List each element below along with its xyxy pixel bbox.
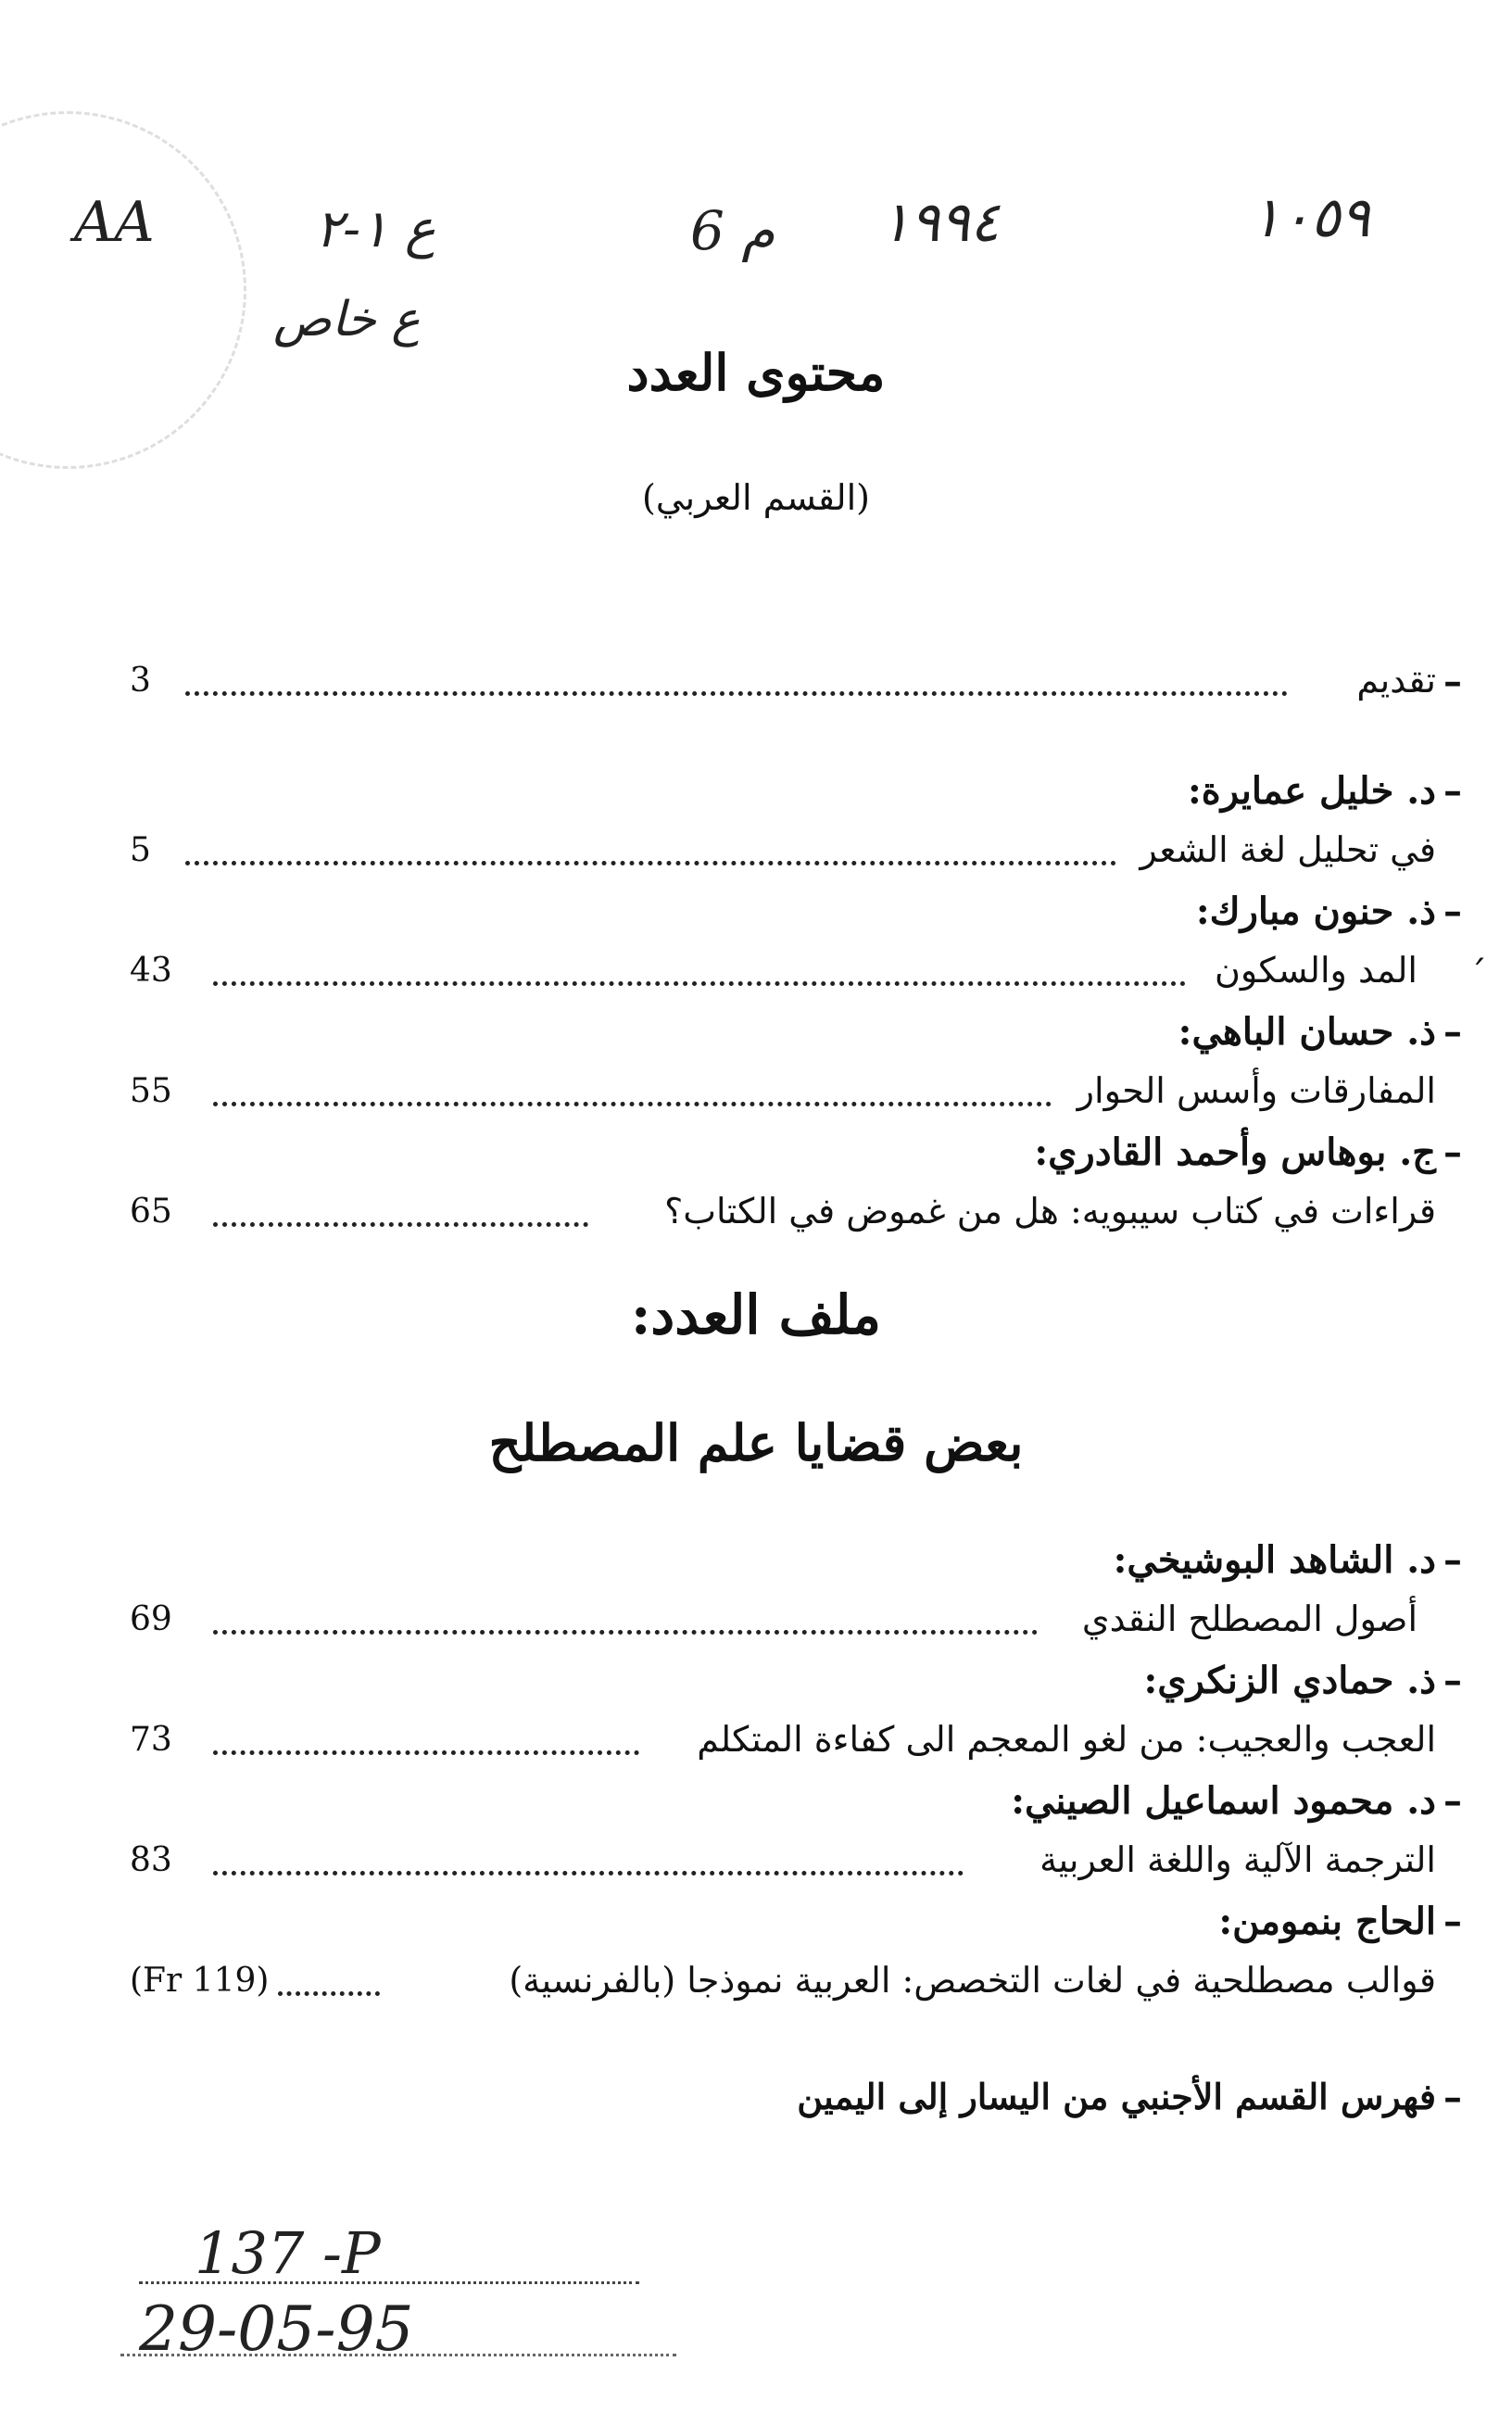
- toc-entry-intro: [130, 660, 1462, 715]
- dossier-heading: ملف العدد:: [631, 1283, 881, 1346]
- margin-mark: ˊ: [1468, 954, 1487, 997]
- toc-page: 83: [130, 1841, 172, 1879]
- toc-page: 43: [130, 952, 172, 990]
- toc-entry: [130, 1598, 1436, 1654]
- toc-title: في تحليل لغة الشعر: [1140, 829, 1436, 870]
- handwritten-year: ١٩٩٤: [880, 190, 1000, 255]
- library-stamp-top: [0, 111, 246, 469]
- author-name: ذ. حسان الباهي:: [1178, 1010, 1436, 1054]
- toc-title: قراءات في كتاب سيبويه: هل من غموض في الكتاب؟: [664, 1191, 1436, 1231]
- toc-entry: [130, 950, 1436, 1005]
- toc-author: [130, 1779, 1462, 1835]
- dot-leader: [213, 1750, 639, 1755]
- dot-leader: [278, 1991, 380, 1996]
- dot-leader: [213, 981, 1186, 986]
- toc-entry: [130, 1839, 1436, 1895]
- toc-page: 65: [130, 1193, 172, 1231]
- toc-author: [130, 1130, 1462, 1186]
- author-name: د. الشاهد البوشيخي:: [1113, 1538, 1436, 1582]
- handwritten-code-left: AA: [74, 190, 155, 255]
- toc-page: (Fr 119): [130, 1962, 270, 2000]
- handwritten-code-3: م 6: [690, 199, 775, 262]
- toc-title: العجب والعجيب: من لغو المعجم الى كفاءة المتكلم: [697, 1719, 1436, 1760]
- toc-entry: [130, 1070, 1436, 1126]
- list-dash: –: [1443, 1900, 1462, 1943]
- dot-leader: [213, 1871, 964, 1876]
- toc-page: 3: [130, 662, 151, 700]
- foreign-index-label: فهرس القسم الأجنبي من اليسار إلى اليمين: [797, 2076, 1436, 2117]
- toc-title: المفارقات وأسس الحوار: [1077, 1070, 1436, 1111]
- toc-author: [130, 1659, 1462, 1714]
- dot-leader: [185, 861, 1116, 865]
- toc-entry: [130, 1719, 1436, 1775]
- toc-author: [130, 1538, 1462, 1594]
- author-name: د. خليل عمايرة:: [1187, 769, 1436, 813]
- dot-leader: [213, 1222, 588, 1227]
- toc-page: 69: [130, 1600, 172, 1638]
- author-name: د. محمود اسماعيل الصيني:: [1011, 1779, 1436, 1823]
- registration-number: 137 -P: [195, 2219, 381, 2287]
- page-title: محتوى العدد: [626, 343, 886, 402]
- toc-entry: [130, 1960, 1436, 2015]
- list-dash: –: [1443, 1538, 1462, 1582]
- author-name: ج. بوهاس وأحمد القادري:: [1034, 1130, 1436, 1174]
- page-subtitle: (القسم العربي): [642, 477, 870, 518]
- toc-foreign-index: [130, 2076, 1462, 2131]
- toc-title: المد والسكون: [1214, 950, 1418, 991]
- list-dash: –: [1443, 1779, 1462, 1823]
- author-name: ذ. حمادي الزنكري:: [1143, 1659, 1436, 1702]
- toc-title: قوالب مصطلحية في لغات التخصص: العربية نموذجا (بالفرنسية): [509, 1960, 1436, 2001]
- toc-author: [130, 1900, 1462, 1955]
- list-dash: –: [1443, 769, 1462, 813]
- toc-entry: [130, 829, 1436, 885]
- toc-title: تقديم: [1356, 660, 1436, 701]
- list-dash: –: [1443, 890, 1462, 933]
- dot-leader: [185, 691, 1288, 696]
- dossier-subheading: بعض قضايا علم المصطلح: [488, 1413, 1024, 1472]
- toc-title: أصول المصطلح النقدي: [1081, 1598, 1418, 1639]
- toc-page: 73: [130, 1721, 172, 1759]
- toc-page: 55: [130, 1072, 172, 1110]
- list-dash: –: [1443, 2076, 1462, 2119]
- toc-entry: [130, 1191, 1436, 1246]
- author-name: الحاج بنمومن:: [1218, 1900, 1436, 1943]
- handwritten-number: ١٠٥٩: [1251, 185, 1370, 250]
- toc-page: 5: [130, 831, 151, 869]
- toc-author: [130, 769, 1462, 825]
- handwritten-code-2: ع خاص: [273, 292, 421, 347]
- toc-author: [130, 1010, 1462, 1066]
- list-dash: –: [1443, 1010, 1462, 1054]
- list-dash: –: [1443, 1130, 1462, 1174]
- dot-leader: [213, 1102, 1052, 1106]
- registration-date: 29-05-95: [139, 2293, 414, 2365]
- toc-author: [130, 890, 1462, 945]
- toc-title: الترجمة الآلية واللغة العربية: [1040, 1839, 1436, 1880]
- list-dash: –: [1443, 1659, 1462, 1702]
- dot-leader: [213, 1630, 1038, 1635]
- list-dash: –: [1443, 660, 1462, 703]
- author-name: ذ. حنون مبارك:: [1195, 890, 1436, 933]
- handwritten-code-1: ع ١-٢: [315, 199, 436, 259]
